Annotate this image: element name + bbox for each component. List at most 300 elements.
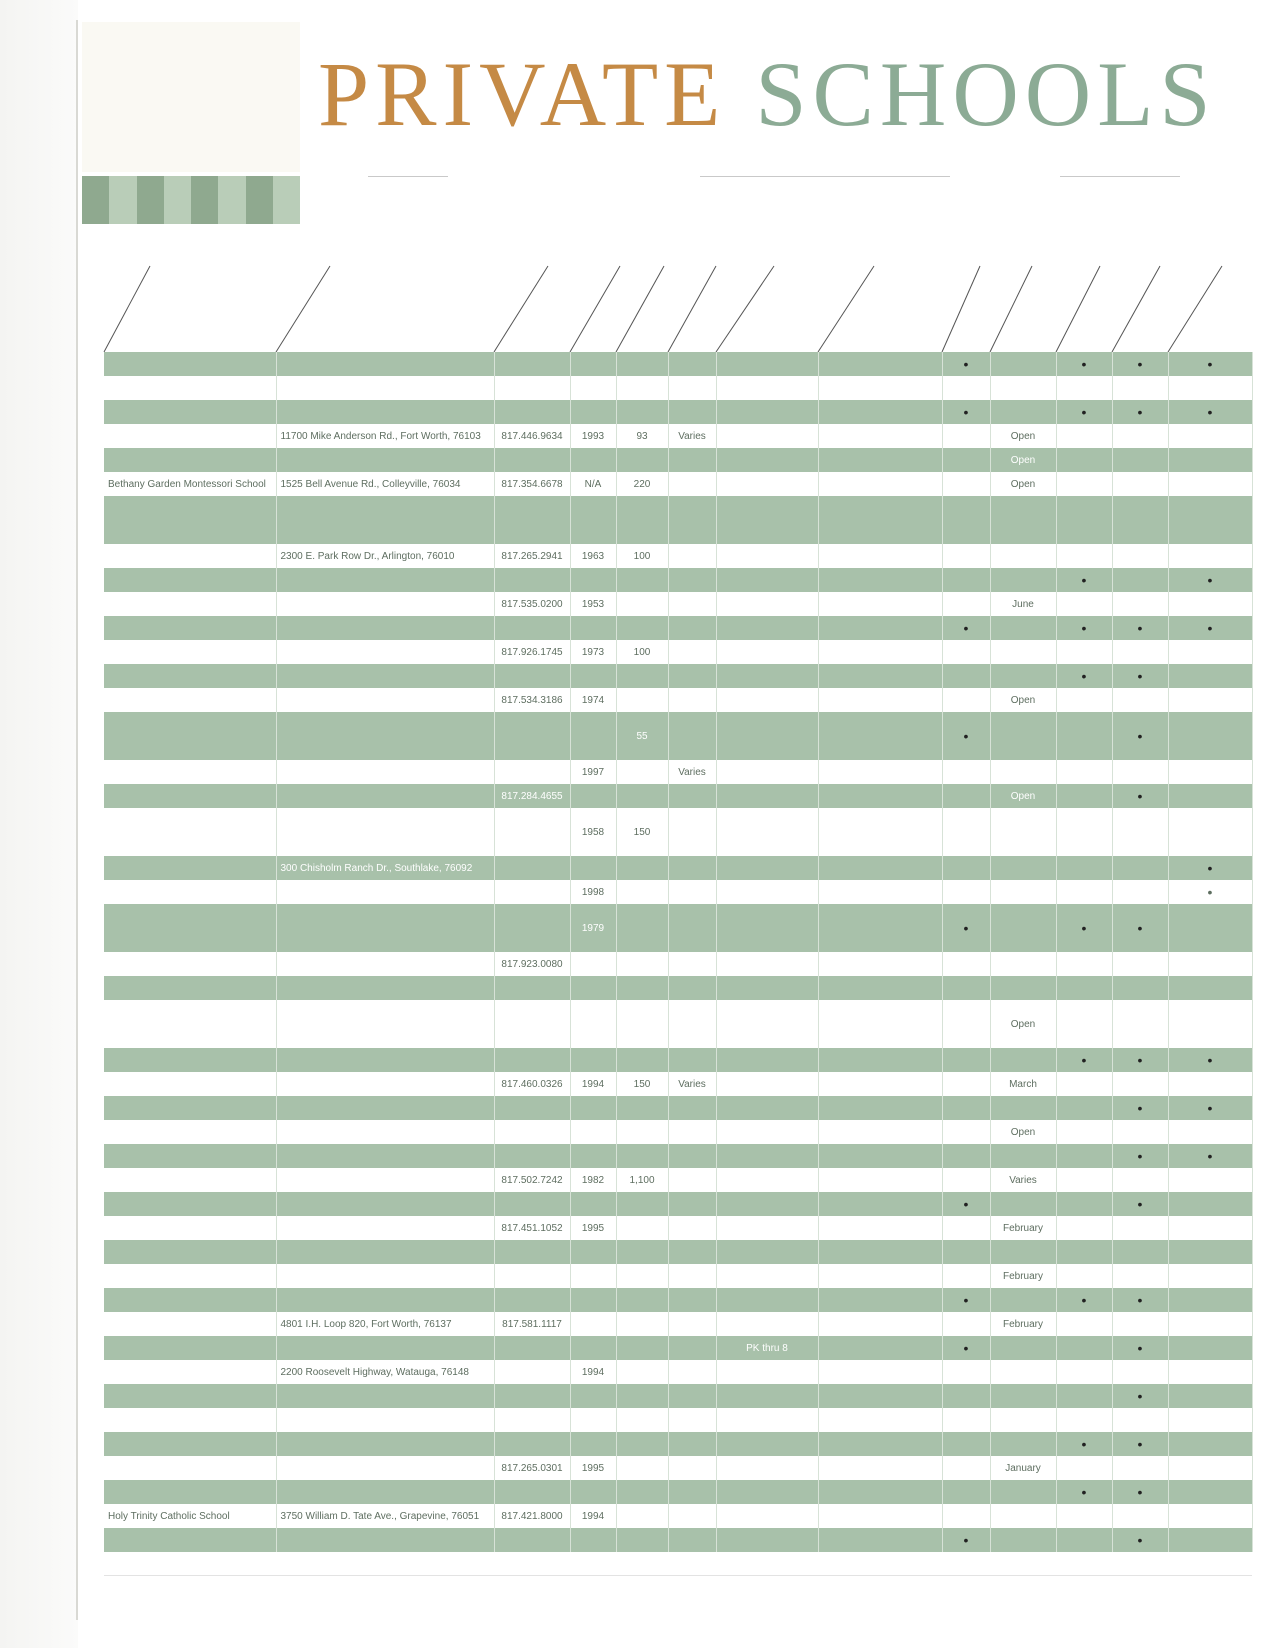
feature-marker-cell	[1056, 1360, 1112, 1384]
table-row	[104, 1432, 1252, 1456]
grades-cell: PK thru 8	[716, 1336, 818, 1360]
detail-cell	[818, 1360, 942, 1384]
application-date-cell: Open	[990, 448, 1056, 472]
grades-cell	[716, 1240, 818, 1264]
address-cell	[276, 448, 494, 472]
detail-cell	[818, 1048, 942, 1072]
feature-marker-cell	[1168, 664, 1252, 688]
enrollment-cell: 55	[616, 712, 668, 760]
ratio-cell	[668, 640, 716, 664]
ratio-cell	[668, 1432, 716, 1456]
feature-marker-cell	[1056, 1144, 1112, 1168]
enrollment-cell	[616, 592, 668, 616]
table-row	[104, 904, 1252, 952]
school-name-cell	[104, 1528, 276, 1552]
ratio-cell: Varies	[668, 1072, 716, 1096]
feature-marker-cell	[942, 1216, 990, 1240]
address-cell: 2200 Roosevelt Highway, Watauga, 76148	[276, 1360, 494, 1384]
feature-marker-cell: •	[942, 400, 990, 424]
feature-marker-cell	[1112, 976, 1168, 1000]
address-cell	[276, 1072, 494, 1096]
table-row	[104, 424, 1252, 448]
table-row	[104, 376, 1252, 400]
table-row	[104, 1216, 1252, 1240]
address-cell	[276, 1240, 494, 1264]
year-founded-cell: 1994	[570, 1360, 616, 1384]
school-name-cell	[104, 1360, 276, 1384]
ratio-cell	[668, 1168, 716, 1192]
grades-cell	[716, 1288, 818, 1312]
title-rule	[700, 176, 950, 177]
feature-marker-cell	[1168, 1336, 1252, 1360]
year-founded-cell: 1982	[570, 1168, 616, 1192]
grades-cell	[716, 424, 818, 448]
enrollment-cell	[616, 952, 668, 976]
year-founded-cell: 1994	[570, 1504, 616, 1528]
application-date-cell: Open	[990, 1120, 1056, 1144]
feature-marker-cell	[1056, 472, 1112, 496]
feature-marker-cell	[1168, 496, 1252, 544]
school-name-cell	[104, 880, 276, 904]
feature-marker-cell	[1056, 1216, 1112, 1240]
feature-marker-cell: •	[1112, 664, 1168, 688]
ratio-cell	[668, 1192, 716, 1216]
application-date-cell	[990, 1528, 1056, 1552]
grades-cell	[716, 880, 818, 904]
grades-cell	[716, 568, 818, 592]
grades-cell	[716, 1072, 818, 1096]
feature-marker-cell	[942, 448, 990, 472]
phone-cell	[494, 1480, 570, 1504]
grades-cell	[716, 1528, 818, 1552]
year-founded-cell	[570, 1528, 616, 1552]
school-name-cell	[104, 664, 276, 688]
feature-marker-cell	[1112, 1456, 1168, 1480]
detail-cell	[818, 712, 942, 760]
grades-cell	[716, 664, 818, 688]
application-date-cell	[990, 376, 1056, 400]
detail-cell	[818, 1528, 942, 1552]
enrollment-cell	[616, 352, 668, 376]
feature-marker-cell	[1056, 1312, 1112, 1336]
title-word-schools: SCHOOLS	[755, 43, 1217, 145]
year-founded-cell: 1997	[570, 760, 616, 784]
phone-cell	[494, 976, 570, 1000]
detail-cell	[818, 448, 942, 472]
ratio-cell	[668, 1216, 716, 1240]
address-cell	[276, 808, 494, 856]
feature-marker-cell	[1168, 1264, 1252, 1288]
feature-marker-cell	[942, 1168, 990, 1192]
application-date-cell	[990, 952, 1056, 976]
feature-marker-cell: •	[1056, 1048, 1112, 1072]
feature-marker-cell	[1168, 592, 1252, 616]
feature-marker-cell	[1168, 472, 1252, 496]
table-row	[104, 1096, 1252, 1120]
address-cell	[276, 496, 494, 544]
phone-cell	[494, 1096, 570, 1120]
application-date-cell	[990, 1192, 1056, 1216]
grades-cell	[716, 952, 818, 976]
detail-cell	[818, 616, 942, 640]
table-row	[104, 1120, 1252, 1144]
feature-marker-cell	[1112, 1312, 1168, 1336]
feature-marker-cell	[942, 544, 990, 568]
phone-cell	[494, 1360, 570, 1384]
address-cell	[276, 1048, 494, 1072]
table-row	[104, 664, 1252, 688]
feature-marker-cell: •	[1112, 1528, 1168, 1552]
detail-cell	[818, 808, 942, 856]
enrollment-cell	[616, 1336, 668, 1360]
application-date-cell	[990, 1384, 1056, 1408]
feature-marker-cell	[942, 568, 990, 592]
grades-cell	[716, 1480, 818, 1504]
feature-marker-cell	[1056, 712, 1112, 760]
school-name-cell	[104, 1408, 276, 1432]
application-date-cell: Open	[990, 784, 1056, 808]
feature-marker-cell	[942, 760, 990, 784]
year-founded-cell	[570, 1288, 616, 1312]
ratio-cell	[668, 1000, 716, 1048]
table-row	[104, 472, 1252, 496]
ratio-cell	[668, 448, 716, 472]
school-name-cell	[104, 1432, 276, 1456]
address-cell	[276, 592, 494, 616]
grades-cell	[716, 1000, 818, 1048]
school-name-cell	[104, 496, 276, 544]
address-cell: 2300 E. Park Row Dr., Arlington, 76010	[276, 544, 494, 568]
enrollment-cell	[616, 1048, 668, 1072]
ratio-cell	[668, 688, 716, 712]
feature-marker-cell: •	[1112, 712, 1168, 760]
feature-marker-cell	[1168, 448, 1252, 472]
feature-marker-cell	[942, 592, 990, 616]
detail-cell	[818, 1336, 942, 1360]
feature-marker-cell: •	[1112, 1288, 1168, 1312]
enrollment-cell	[616, 376, 668, 400]
ratio-cell	[668, 712, 716, 760]
detail-cell	[818, 544, 942, 568]
grades-cell	[716, 688, 818, 712]
ratio-cell	[668, 616, 716, 640]
feature-marker-cell	[1168, 1000, 1252, 1048]
title-word-private: PRIVATE	[318, 43, 727, 145]
school-name-cell	[104, 1456, 276, 1480]
feature-marker-cell: •	[1112, 352, 1168, 376]
feature-marker-cell	[1168, 1312, 1252, 1336]
feature-marker-cell	[1168, 1168, 1252, 1192]
application-date-cell	[990, 856, 1056, 880]
enrollment-cell	[616, 1432, 668, 1456]
phone-cell	[494, 352, 570, 376]
feature-marker-cell	[1056, 1456, 1112, 1480]
feature-marker-cell	[1056, 688, 1112, 712]
year-founded-cell: 1973	[570, 640, 616, 664]
year-founded-cell	[570, 1264, 616, 1288]
phone-cell	[494, 904, 570, 952]
application-date-cell	[990, 1336, 1056, 1360]
phone-cell: 817.581.1117	[494, 1312, 570, 1336]
feature-marker-cell	[942, 976, 990, 1000]
table-row	[104, 1384, 1252, 1408]
feature-marker-cell: •	[942, 616, 990, 640]
header-block	[82, 22, 300, 172]
feature-marker-cell	[1056, 592, 1112, 616]
enrollment-cell	[616, 1216, 668, 1240]
year-founded-cell	[570, 1096, 616, 1120]
feature-marker-cell	[942, 1312, 990, 1336]
table-row	[104, 976, 1252, 1000]
feature-marker-cell	[1112, 1120, 1168, 1144]
feature-marker-cell	[1168, 1072, 1252, 1096]
feature-marker-cell	[1168, 952, 1252, 976]
application-date-cell: June	[990, 592, 1056, 616]
feature-marker-cell: •	[1112, 1048, 1168, 1072]
table-row	[104, 856, 1252, 880]
feature-marker-cell	[942, 856, 990, 880]
school-name-cell	[104, 688, 276, 712]
feature-marker-cell	[1168, 1288, 1252, 1312]
feature-marker-cell	[1168, 1504, 1252, 1528]
address-cell	[276, 1000, 494, 1048]
grades-cell	[716, 448, 818, 472]
grades-cell	[716, 976, 818, 1000]
feature-marker-cell	[1056, 1408, 1112, 1432]
feature-marker-cell: •	[942, 1192, 990, 1216]
address-cell	[276, 1168, 494, 1192]
enrollment-cell	[616, 688, 668, 712]
feature-marker-cell	[1168, 904, 1252, 952]
address-cell	[276, 1144, 494, 1168]
feature-marker-cell	[1112, 1072, 1168, 1096]
address-cell: 1525 Bell Avenue Rd., Colleyville, 76034	[276, 472, 494, 496]
feature-marker-cell: •	[1168, 568, 1252, 592]
feature-marker-cell	[1112, 568, 1168, 592]
grades-cell	[716, 640, 818, 664]
feature-marker-cell	[1112, 880, 1168, 904]
school-name-cell	[104, 424, 276, 448]
enrollment-cell: 100	[616, 544, 668, 568]
feature-marker-cell	[1056, 1096, 1112, 1120]
feature-marker-cell: •	[1112, 1432, 1168, 1456]
phone-cell: 817.923.0080	[494, 952, 570, 976]
application-date-cell	[990, 1360, 1056, 1384]
table-row	[104, 616, 1252, 640]
feature-marker-cell	[1056, 1192, 1112, 1216]
phone-cell	[494, 1432, 570, 1456]
feature-marker-cell: •	[942, 712, 990, 760]
year-founded-cell	[570, 376, 616, 400]
enrollment-cell	[616, 1480, 668, 1504]
detail-cell	[818, 1504, 942, 1528]
feature-marker-cell	[942, 952, 990, 976]
detail-cell	[818, 760, 942, 784]
feature-marker-cell	[1112, 1000, 1168, 1048]
address-cell	[276, 1264, 494, 1288]
feature-marker-cell	[1168, 1456, 1252, 1480]
feature-marker-cell: •	[1168, 400, 1252, 424]
ratio-cell	[668, 1312, 716, 1336]
feature-marker-cell	[942, 1480, 990, 1504]
grades-cell	[716, 1312, 818, 1336]
table-row	[104, 1072, 1252, 1096]
school-name-cell	[104, 448, 276, 472]
enrollment-cell	[616, 1000, 668, 1048]
phone-cell: 817.421.8000	[494, 1504, 570, 1528]
year-founded-cell: 1958	[570, 808, 616, 856]
phone-cell	[494, 1240, 570, 1264]
feature-marker-cell	[1168, 1120, 1252, 1144]
enrollment-cell	[616, 1312, 668, 1336]
feature-marker-cell	[1168, 976, 1252, 1000]
enrollment-cell	[616, 1528, 668, 1552]
year-founded-cell	[570, 664, 616, 688]
year-founded-cell: 1974	[570, 688, 616, 712]
feature-marker-cell	[942, 808, 990, 856]
phone-cell: 817.926.1745	[494, 640, 570, 664]
address-cell: 300 Chisholm Ranch Dr., Southlake, 76092	[276, 856, 494, 880]
address-cell	[276, 1480, 494, 1504]
detail-cell	[818, 856, 942, 880]
feature-marker-cell: •	[942, 1288, 990, 1312]
ratio-cell	[668, 1504, 716, 1528]
feature-marker-cell: •	[1056, 352, 1112, 376]
school-name-cell	[104, 544, 276, 568]
feature-marker-cell	[1056, 880, 1112, 904]
ratio-cell	[668, 856, 716, 880]
phone-cell	[494, 712, 570, 760]
year-founded-cell: 1995	[570, 1216, 616, 1240]
school-name-cell	[104, 616, 276, 640]
feature-marker-cell	[1112, 856, 1168, 880]
feature-marker-cell: •	[942, 904, 990, 952]
feature-marker-cell	[1112, 544, 1168, 568]
feature-marker-cell	[1168, 784, 1252, 808]
year-founded-cell	[570, 856, 616, 880]
feature-marker-cell	[1056, 1072, 1112, 1096]
enrollment-cell	[616, 1144, 668, 1168]
enrollment-cell	[616, 568, 668, 592]
table-row	[104, 1480, 1252, 1504]
table-row	[104, 1000, 1252, 1048]
feature-marker-cell	[1112, 496, 1168, 544]
grades-cell	[716, 496, 818, 544]
table-row	[104, 1144, 1252, 1168]
ratio-cell	[668, 1240, 716, 1264]
address-cell	[276, 376, 494, 400]
feature-marker-cell	[1056, 976, 1112, 1000]
feature-marker-cell	[942, 1456, 990, 1480]
detail-cell	[818, 1240, 942, 1264]
page-gutter	[0, 0, 78, 1648]
address-cell	[276, 1528, 494, 1552]
feature-marker-cell	[1168, 1480, 1252, 1504]
school-name-cell	[104, 1144, 276, 1168]
application-date-cell: February	[990, 1216, 1056, 1240]
page-title	[318, 44, 1217, 144]
feature-marker-cell	[1056, 448, 1112, 472]
feature-marker-cell: •	[942, 1528, 990, 1552]
school-name-cell	[104, 1336, 276, 1360]
address-cell	[276, 400, 494, 424]
feature-marker-cell	[942, 880, 990, 904]
feature-marker-cell	[942, 376, 990, 400]
feature-marker-cell: •	[1112, 616, 1168, 640]
detail-cell	[818, 568, 942, 592]
year-founded-cell	[570, 1384, 616, 1408]
grades-cell	[716, 376, 818, 400]
feature-marker-cell	[942, 1144, 990, 1168]
year-founded-cell: 1953	[570, 592, 616, 616]
ratio-cell	[668, 1120, 716, 1144]
year-founded-cell	[570, 616, 616, 640]
ratio-cell	[668, 1456, 716, 1480]
page-edge	[76, 20, 78, 1620]
phone-cell: 817.534.3186	[494, 688, 570, 712]
enrollment-cell: 1,100	[616, 1168, 668, 1192]
feature-marker-cell: •	[1056, 616, 1112, 640]
school-name-cell	[104, 592, 276, 616]
school-name-cell	[104, 712, 276, 760]
school-name-cell	[104, 952, 276, 976]
enrollment-cell	[616, 1504, 668, 1528]
footer-rule	[104, 1575, 1252, 1576]
application-date-cell	[990, 664, 1056, 688]
feature-marker-cell	[942, 1264, 990, 1288]
detail-cell	[818, 640, 942, 664]
grades-cell	[716, 1144, 818, 1168]
enrollment-cell	[616, 1360, 668, 1384]
detail-cell	[818, 1456, 942, 1480]
application-date-cell	[990, 1240, 1056, 1264]
grades-cell	[716, 544, 818, 568]
feature-marker-cell: •	[1056, 904, 1112, 952]
feature-marker-cell	[1056, 784, 1112, 808]
feature-marker-cell	[1168, 640, 1252, 664]
ratio-cell	[668, 664, 716, 688]
detail-cell	[818, 880, 942, 904]
feature-marker-cell	[942, 1000, 990, 1048]
feature-marker-cell	[1168, 1192, 1252, 1216]
school-name-cell	[104, 784, 276, 808]
application-date-cell	[990, 568, 1056, 592]
title-rule	[1060, 176, 1180, 177]
address-cell	[276, 1336, 494, 1360]
year-founded-cell	[570, 1408, 616, 1432]
detail-cell	[818, 1480, 942, 1504]
year-founded-cell: 1979	[570, 904, 616, 952]
school-name-cell	[104, 1048, 276, 1072]
ratio-cell	[668, 1048, 716, 1072]
table-row	[104, 448, 1252, 472]
ratio-cell	[668, 1096, 716, 1120]
application-date-cell	[990, 760, 1056, 784]
feature-marker-cell	[1112, 1168, 1168, 1192]
year-founded-cell	[570, 712, 616, 760]
grades-cell	[716, 616, 818, 640]
application-date-cell: Varies	[990, 1168, 1056, 1192]
feature-marker-cell	[1056, 760, 1112, 784]
phone-cell	[494, 664, 570, 688]
phone-cell	[494, 568, 570, 592]
enrollment-cell	[616, 904, 668, 952]
phone-cell	[494, 1408, 570, 1432]
phone-cell: 817.265.2941	[494, 544, 570, 568]
school-name-cell	[104, 1096, 276, 1120]
address-cell	[276, 880, 494, 904]
school-name-cell	[104, 1240, 276, 1264]
